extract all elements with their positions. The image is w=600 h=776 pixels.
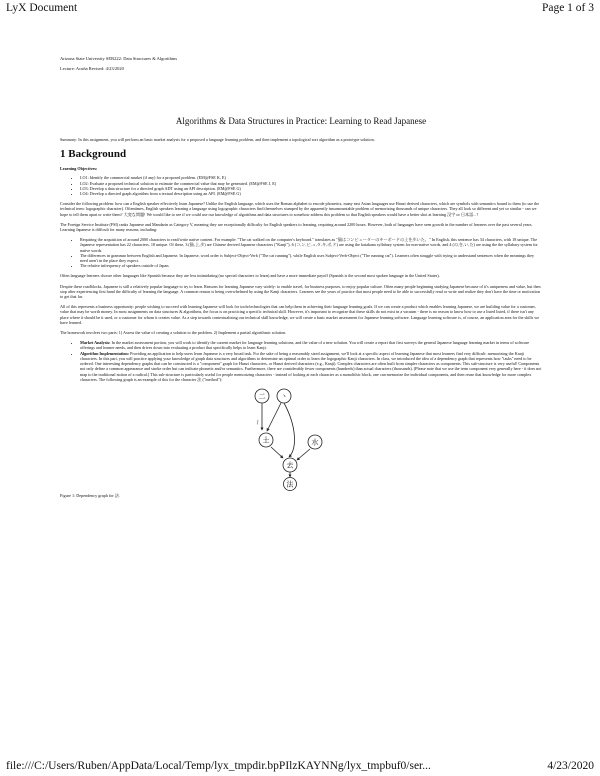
part-label: Algorithm Implementation: <box>80 350 130 356</box>
figure-caption: Figure 1: Dependency graph for 法. <box>60 492 121 498</box>
graph-edge <box>271 447 283 458</box>
reasons-list <box>60 237 542 268</box>
dependency-figure <box>60 387 542 505</box>
node-label: 土 <box>262 436 270 445</box>
node-label: 去 <box>286 461 294 470</box>
objective-item: • LO2: Evaluate a proposed technical solution to estimate the commercial value that may be generated. (EM@FSE J, E) <box>80 181 542 186</box>
objective-item: • LO4: Develop a directed graph algorithm from a textual description using an API. (EM@FSE G) <box>80 191 542 196</box>
paragraph: Consider the following problem: how can a English speaker effectively learn Japanese? Unlike the English language, which uses the Roman alphabet to encode phonetics, many east Asian languages use Hanzi derived characters, which are symbols with semantics bound to them (to use the technical term: logographic character). Oftentimes, English speakers learning a language using logographic characters find themselves stumped by the apparently insurmountable problem of memorizing thousands of unique characters. They all look so different and yet so similar - can we hope to tell them apart or write them? 大変な問題! We would like to see if we could use our knowledge of algorithms and data structures to somehow address this problem so that English speakers would have a better shot at learning 汉字 or 日本語...? <box>60 201 540 217</box>
paragraph: Often language learners choose other languages like Spanish because they are less intimidating (no special characters to learn) and have a more immediate payoff (Spanish is the second most spoken language in the United States). <box>60 273 440 279</box>
window-title: LyX Document <box>6 2 78 14</box>
objective-item: • LO1: Identify the commercial market (if any) for a proposed problem. (EM@FSE K, E) <box>80 175 542 180</box>
parts-list <box>60 340 542 382</box>
graph-edge <box>284 403 294 457</box>
node-label: 水 <box>311 438 319 447</box>
file-path: file:///C:/Users/Ruben/AppData/Local/Temp/lyx_tmpdir.bpPIlzKAYNNg/lyx_tmpbuf0/ser... <box>6 760 431 772</box>
learning-objectives-heading: Learning Objectives: <box>60 166 98 172</box>
node-label: 丶 <box>280 392 288 401</box>
part-item <box>80 340 542 350</box>
node-label: 氵 <box>256 419 262 426</box>
dependency-graph <box>235 387 345 491</box>
graph-edge <box>297 449 310 460</box>
part-label: Market Analysis: <box>80 340 111 346</box>
window-footer <box>6 760 594 776</box>
paragraph: The Foreign Service Institute (FSI) ranks Japanese and Mandarin as Category V, meaning they are exceptionally difficulty for English speakers to learning, requiring around 2200 hours. However, both of languages have seen growth in the number of learners over the past several years. Learning Japanese is difficult for many reasons, including: <box>60 221 533 233</box>
graph-edge <box>267 403 281 431</box>
paragraph: The homework involves two parts: 1) Assess the value of creating a solution to the problem. 2) Implement a partial algorithmic solution. <box>60 330 287 336</box>
objectives-list <box>60 175 542 196</box>
window-header <box>6 0 594 16</box>
part-text: Providing an application to help users learn Japanese is a very broad task. For the sake of being a reasonably sized assignment, we'll look at a specific aspect of learning Japanese that most learners find very difficult: memorizing the Kanji characters. In this part, you will practice applying your knowledge of graph data structures and algorithms to determine an optimal order to learn the logographic Kanji characters. In class, we introduced the idea of a dependency graph that represents how "tasks" need to be ordered. One interesting dependency graphs that can be constructed is a "component" graph for Hanzi characters, or Hanzi derived characters (e.g., Kanji). Complex characters are often built from simpler characters as components. This sub-structure is very useful! Components not only define a common appearance and stroke order but can indicate phonetic and/or semantics. Furthermore, there are considerably fewer components (hundreds) than actual characters (thousands). (Please note that we use the term component very generally here - it does not map to the traditional notion of a radical.) This sub-structure is particularly useful for people memorizing characters - instead of looking at each character as a monolithic block, one can memorize the individual components, and then reuse that knowledge for more complex characters. The following graph is an example of this for the character 法 ("method"): <box>80 350 542 382</box>
paragraph: All of this represents a business opportunity: people wishing to succeed with learning Japanese will look for tools/technologies that can help them in achieving their language learning goals. If we can create a product which enables learning Japanese, we are building value for a customer, value that may be worth money. In most assignments on data structures & algorithms, the focus is on practicing a specific technical skill. However, it's important to recognize that these skills do not exist in a vacuum - there is no reason to know how to use a listed listed, if there isn't any place where it should be it used, or a customer for whom it creates value. As a step towards contextualizing our technical skill knowledge, we will create a basic market assessment for Japanese learning software. Language learning software is, of course, an application area for the skills we have learned. <box>60 304 540 325</box>
document-body <box>60 56 542 752</box>
document-title: Algorithms & Data Structures in Practice: Learning to Read Japanese <box>175 116 427 126</box>
part-item <box>80 351 542 382</box>
section-title: 1 Background <box>60 148 127 161</box>
node-label: 法 <box>286 480 294 489</box>
footer-date: 4/23/2020 <box>547 760 594 772</box>
reason-item: • The relative infrequency of speakers outside of Japan. <box>80 263 542 268</box>
node-label: 二 <box>258 392 266 401</box>
affiliation: Arizona State University SER222: Data Structures & Algorithms <box>60 56 178 61</box>
reason-item: • The differences in grammar between English and Japanese. In Japanese, word order is Subject-Object-Verb ("The cat running"), while English uses Subject-Verb-Object ("The running cat"). Learners often struggle with trying to understand sentences when the meanings they need aren't in the place they expect. <box>80 253 542 263</box>
page-indicator: Page 1 of 3 <box>541 2 594 14</box>
lecture-info: Lecture: Acuña Revised: 4/23/2020 <box>60 66 124 71</box>
paragraph: Despite these roadblocks, Japanese is still a relatively popular language to try to learn. Reasons for learning Japanese vary widely: to enable travel, for business purposes, to enjoy popular culture. Often many people beginning studying Japanese because of it's uniqueness and value, but then stop after experiencing first hand the difficulty of learning the language. A common reason is being overwhelmed by using the Kanji characters. Learners see the years of practice that most people need to be able to successfully read or write and realize they don't have the time or motivation to get that far. <box>60 283 541 300</box>
summary: Summary: In this assignment, you will perform an basic market analysis for a proposed a language learning problem, and then implement a topological sort algorithm as a prototype solution. <box>60 137 375 142</box>
objective-item: • LO3: Develop a data structure for a directed graph ADT using an API description. (EM@FSE G) <box>80 186 542 191</box>
reason-item: • Requiring the acquisition of around 2000 characters to read/write native content. For example: "The cat walked on the computer's keyboard." translates as "猫はコンピューターのキーボードの上を歩いた。" In English, this sentence has 34 characters, with 18 unique. The Japanese representation has 22 characters, 18 unique. Of these, 3 (猫,上,歩) are Chinese derived Japanese characters ("Kanji"), 6 (コ,ン,ピ,ュ,タ,キ,ボ,ド) are using the katakana syllabary system for non-native words, and 4 (の,を,い,た) are using the the syllabary system for native words. <box>80 237 542 253</box>
part-text: In the market assessment portion, you will work to identify the current market for language learning solutions, and the value of a new solution. You will create a report that first surveys the general Japanese language learning market in terms of software offerings and learner needs, and then drives down into evaluating a product that specifically helps to learn Kanji. <box>80 340 530 351</box>
